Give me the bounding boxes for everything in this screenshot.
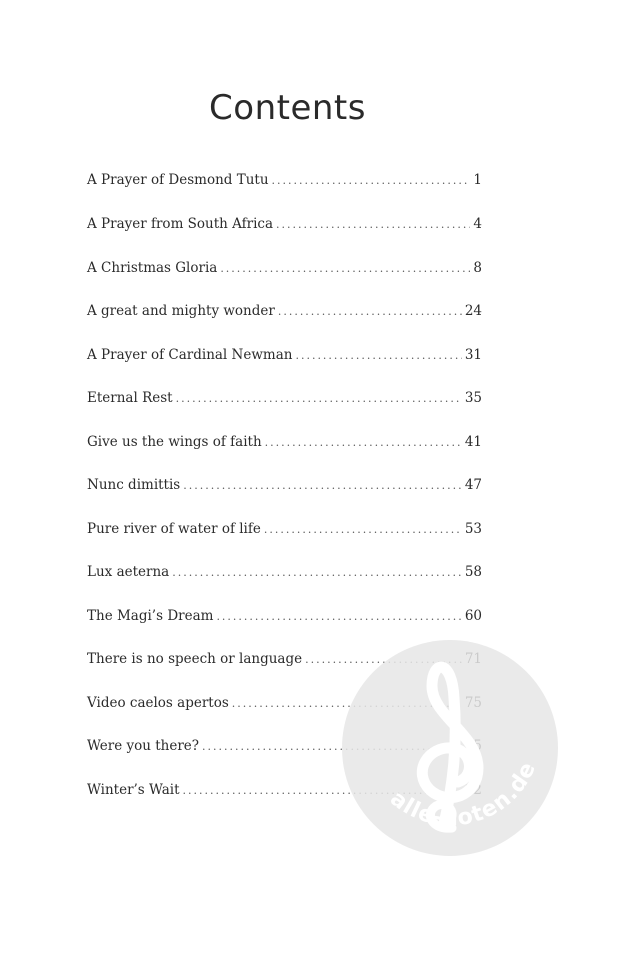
toc-entry bbox=[87, 564, 482, 588]
toc-entry-title: A great and mighty wonder bbox=[87, 303, 275, 319]
toc-entry bbox=[87, 521, 482, 545]
toc-entry bbox=[87, 390, 482, 414]
toc-leader-dots bbox=[278, 305, 462, 318]
page-title: Contents bbox=[209, 88, 366, 128]
toc-entry-title: A Prayer of Cardinal Newman bbox=[87, 347, 293, 363]
toc-leader-dots bbox=[176, 392, 462, 405]
watermark-text: alle-noten.de bbox=[385, 757, 542, 832]
toc-entry-title: Pure river of water of life bbox=[87, 521, 261, 537]
toc-leader-dots bbox=[265, 436, 462, 449]
toc-entry-title: Were you there? bbox=[87, 738, 200, 754]
toc-entry-page: 41 bbox=[464, 434, 482, 450]
toc-leader-dots bbox=[216, 610, 461, 623]
toc-entry-title: A Prayer of Desmond Tutu bbox=[87, 172, 269, 188]
toc-entry bbox=[87, 434, 482, 458]
toc-entry-page: 4 bbox=[473, 216, 482, 232]
toc-leader-dots bbox=[264, 523, 462, 536]
toc-entry bbox=[87, 347, 482, 371]
toc-leader-dots bbox=[276, 218, 470, 231]
toc-entry-page: 47 bbox=[464, 477, 482, 493]
toc-entry-page: 58 bbox=[464, 564, 482, 580]
toc-entry bbox=[87, 260, 482, 284]
toc-entry-page: 35 bbox=[464, 390, 482, 406]
toc-entry bbox=[87, 608, 482, 632]
toc-entry-page: 31 bbox=[464, 347, 482, 363]
toc-entry-title: There is no speech or language bbox=[87, 651, 303, 667]
toc-entry bbox=[87, 172, 482, 196]
toc-entry-title: Winter’s Wait bbox=[87, 782, 180, 798]
toc-entry bbox=[87, 216, 482, 240]
toc-entry bbox=[87, 477, 482, 501]
toc-entry-page: 8 bbox=[473, 260, 482, 276]
toc-entry-title: A Prayer from South Africa bbox=[87, 216, 274, 232]
toc-entry-title: Lux aeterna bbox=[87, 564, 170, 580]
toc-entry bbox=[87, 303, 482, 327]
toc-entry-page: 24 bbox=[464, 303, 482, 319]
watermark-logo bbox=[340, 638, 560, 858]
toc-entry-page: 1 bbox=[473, 172, 482, 188]
toc-leader-dots bbox=[172, 566, 462, 579]
toc-entry-page: 53 bbox=[464, 521, 482, 537]
toc-entry-title: The Magi’s Dream bbox=[87, 608, 214, 624]
toc-entry-title: Eternal Rest bbox=[87, 390, 173, 406]
toc-leader-dots bbox=[220, 262, 470, 275]
toc-leader-dots bbox=[183, 479, 462, 492]
toc-leader-dots bbox=[272, 174, 471, 187]
toc-entry-title: Video caelos apertos bbox=[87, 695, 229, 711]
toc-entry-title: Give us the wings of faith bbox=[87, 434, 262, 450]
toc-entry-title: Nunc dimittis bbox=[87, 477, 181, 493]
toc-entry-title: A Christmas Gloria bbox=[87, 260, 218, 276]
toc-entry-page: 60 bbox=[464, 608, 482, 624]
toc-leader-dots bbox=[295, 349, 461, 362]
